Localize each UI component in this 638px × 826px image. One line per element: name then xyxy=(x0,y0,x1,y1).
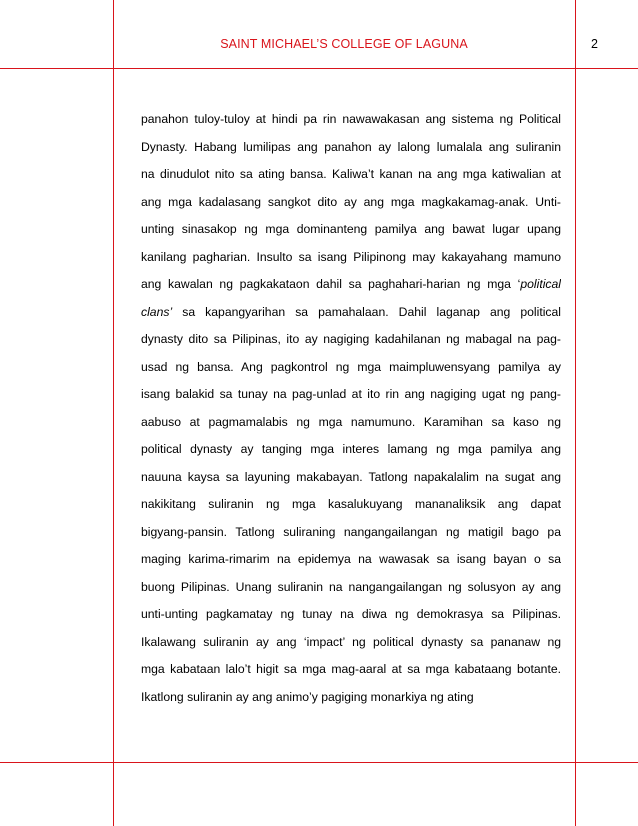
text-line: aabuso at pagmamalabis ng mga namumuno. Karamihan sa kaso ng xyxy=(141,414,561,429)
page-number: 2 xyxy=(591,37,598,51)
text-line xyxy=(141,271,561,299)
text-line: buong Pilipinas. Unang suliranin na nangangailangan ng solusyon ay ang xyxy=(141,579,561,594)
text-line: kanilang pagharian. Insulto sa isang Pilipinong may kakayahang mamuno xyxy=(141,249,561,264)
footer-rule xyxy=(0,762,638,763)
left-margin-rule xyxy=(113,0,114,826)
text-line: maging karima-rimarim na epidemya na wawasak sa isang bayan o sa xyxy=(141,552,561,566)
text-line: usad ng bansa. Ang pagkontrol ng mga maimpluwensyang pamilya ay xyxy=(141,359,561,374)
text-line: Ikalawang suliranin ay ang ‘impact’ ng political dynasty sa pananaw ng xyxy=(141,634,561,649)
header-rule xyxy=(0,68,638,69)
text-line: nakikitang suliranin ng mga kasalukuyang mananaliksik ang dapat xyxy=(141,497,561,511)
header-title: SAINT MICHAEL’S COLLEGE OF LAGUNA xyxy=(220,37,468,51)
text-line: political dynasty ay tanging mga interes lamang ng mga pamilya ang xyxy=(141,442,561,456)
text-line: isang balakid sa tunay na pag-unlad at ito rin ang nagiging ugat ng pang- xyxy=(141,387,561,401)
text-line: dynasty dito sa Pilipinas, ito ay nagiging kadahilanan ng mabagal na pag- xyxy=(141,332,561,346)
text-line: panahon tuloy-tuloy at hindi pa rin nawawakasan ang sistema ng Political xyxy=(141,112,561,126)
text-line: mga kabataan lalo’t higit sa mga mag-aaral at sa mga kabataang botante. xyxy=(141,662,561,676)
right-margin-rule xyxy=(575,0,576,826)
text-line: na dinudulot nito sa ating bansa. Kaliwa’t kanan na ang mga katiwalian at xyxy=(141,167,561,181)
body-text xyxy=(141,106,561,711)
text-span: ang kawalan ng pagkakataon dahil sa paghahari-harian ng mga ‘ xyxy=(141,277,521,291)
text-line: Dynasty. Habang lumilipas ang panahon ay lalong lumalala ang suliranin xyxy=(141,139,561,154)
text-span: sa kapangyarihan sa pamahalaan. Dahil laganap ang political xyxy=(172,304,561,319)
text-line: unti-unting pagkamatay ng tunay na diwa ng demokrasya sa Pilipinas. xyxy=(141,607,561,621)
text-line: Ikatlong suliranin ay ang animo’y pagiging monarkiya ng ating xyxy=(141,689,474,704)
italic-term: clans’ xyxy=(141,304,173,319)
italic-term: political xyxy=(520,277,561,291)
text-line xyxy=(141,299,561,327)
text-line: nauuna kaysa sa layuning makabayan. Tatlong napakalalim na sugat ang xyxy=(141,469,561,484)
text-line: ang mga kadalasang sangkot dito ay ang mga magkakamag-anak. Unti- xyxy=(141,194,561,209)
text-line: unting sinasakop ng mga dominanteng pamilya ang bawat lugar upang xyxy=(141,222,561,236)
text-line: bigyang-pansin. Tatlong suliraning nangangailangan ng matigil bago pa xyxy=(141,524,561,539)
